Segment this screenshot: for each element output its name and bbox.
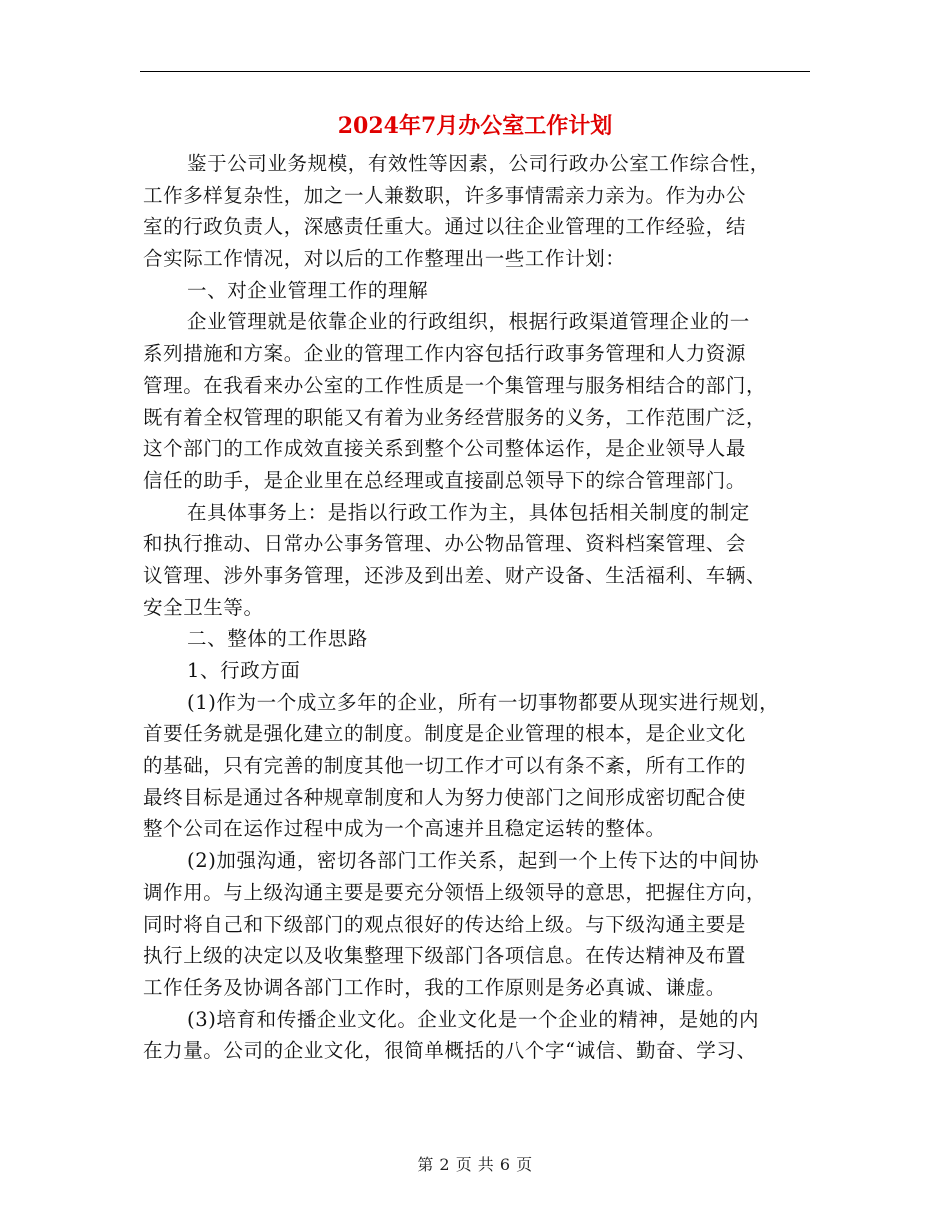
text-line: 管理。在我看来办公室的工作性质是一个集管理与服务相结合的部门， [143,373,767,397]
text-line: 整个公司在运作过程中成为一个高速并且稳定运转的整体。 [143,817,666,841]
text-line: 室的行政负责人，深感责任重大。通过以往企业管理的工作经验，结 [143,215,747,239]
page-number: 第 2 页 共 6 页 [417,1155,533,1174]
text-line: 既有着全权管理的职能又有着为业务经营服务的义务，工作范围广泛， [143,405,767,429]
document-title: 2024年7月办公室工作计划 [337,113,613,139]
text-line: (2)加强沟通，密切各部门工作关系，起到一个上传下达的中间协 [187,849,760,873]
text-line: 执行上级的决定以及收集整理下级部门各项信息。在传达精神及布置 [143,944,747,968]
text-line: 议管理、涉外事务管理，还涉及到出差、财产设备、生活福利、车辆、 [143,563,767,587]
header-rule [140,71,810,72]
text-line: 调作用。与上级沟通主要是要充分领悟上级领导的意思，把握住方向， [143,880,767,904]
document-body [143,148,815,1067]
text-line: 在具体事务上：是指以行政工作为主，具体包括相关制度的制定 [187,500,750,524]
text-line: 1、行政方面 [187,659,301,682]
text-line: 工作任务及协调各部门工作时，我的工作原则是务必真诚、谦虚。 [143,975,726,999]
text-line: 鉴于公司业务规模，有效性等因素，公司行政办公室工作综合性， [187,152,770,175]
text-line: 安全卫生等。 [143,595,264,619]
text-line: 首要任务就是强化建立的制度。制度是企业管理的根本，是企业文化 [143,722,747,746]
text-line: 最终目标是通过各种规章制度和人为努力使部门之间形成密切配合使 [143,785,747,809]
text-line: 系列措施和方案。企业的管理工作内容包括行政事务管理和人力资源 [143,342,747,366]
text-line: 企业管理就是依靠企业的行政组织，根据行政渠道管理企业的一 [187,310,750,334]
text-line: 和执行推动、日常办公事务管理、办公物品管理、资料档案管理、会 [143,532,747,556]
text-line: 合实际工作情况，对以后的工作整理出一些工作计划： [143,247,626,271]
text-line: (3)培育和传播企业文化。企业文化是一个企业的精神，是她的内 [187,1007,760,1031]
text-line: 信任的助手，是企业里在总经理或直接副总领导下的综合管理部门。 [143,468,747,492]
text-line: 同时将自己和下级部门的观点很好的传达给上级。与下级沟通主要是 [143,912,747,936]
text-line: 在力量。公司的企业文化，很简单概括的八个字“诚信、勤奋、学习、 [143,1039,757,1063]
text-line: (1)作为一个成立多年的企业，所有一切事物都要从现实进行规划， [187,690,780,714]
text-line: 工作多样复杂性，加之一人兼数职，许多事情需亲力亲为。作为办公 [143,183,747,207]
text-line: 的基础，只有完善的制度其他一切工作才可以有条不紊，所有工作的 [143,754,747,778]
text-line: 二、整体的工作思路 [187,627,368,651]
text-line: 这个部门的工作成效直接关系到整个公司整体运作，是企业领导人最 [143,437,747,461]
text-line: 一、对企业管理工作的理解 [187,278,429,302]
